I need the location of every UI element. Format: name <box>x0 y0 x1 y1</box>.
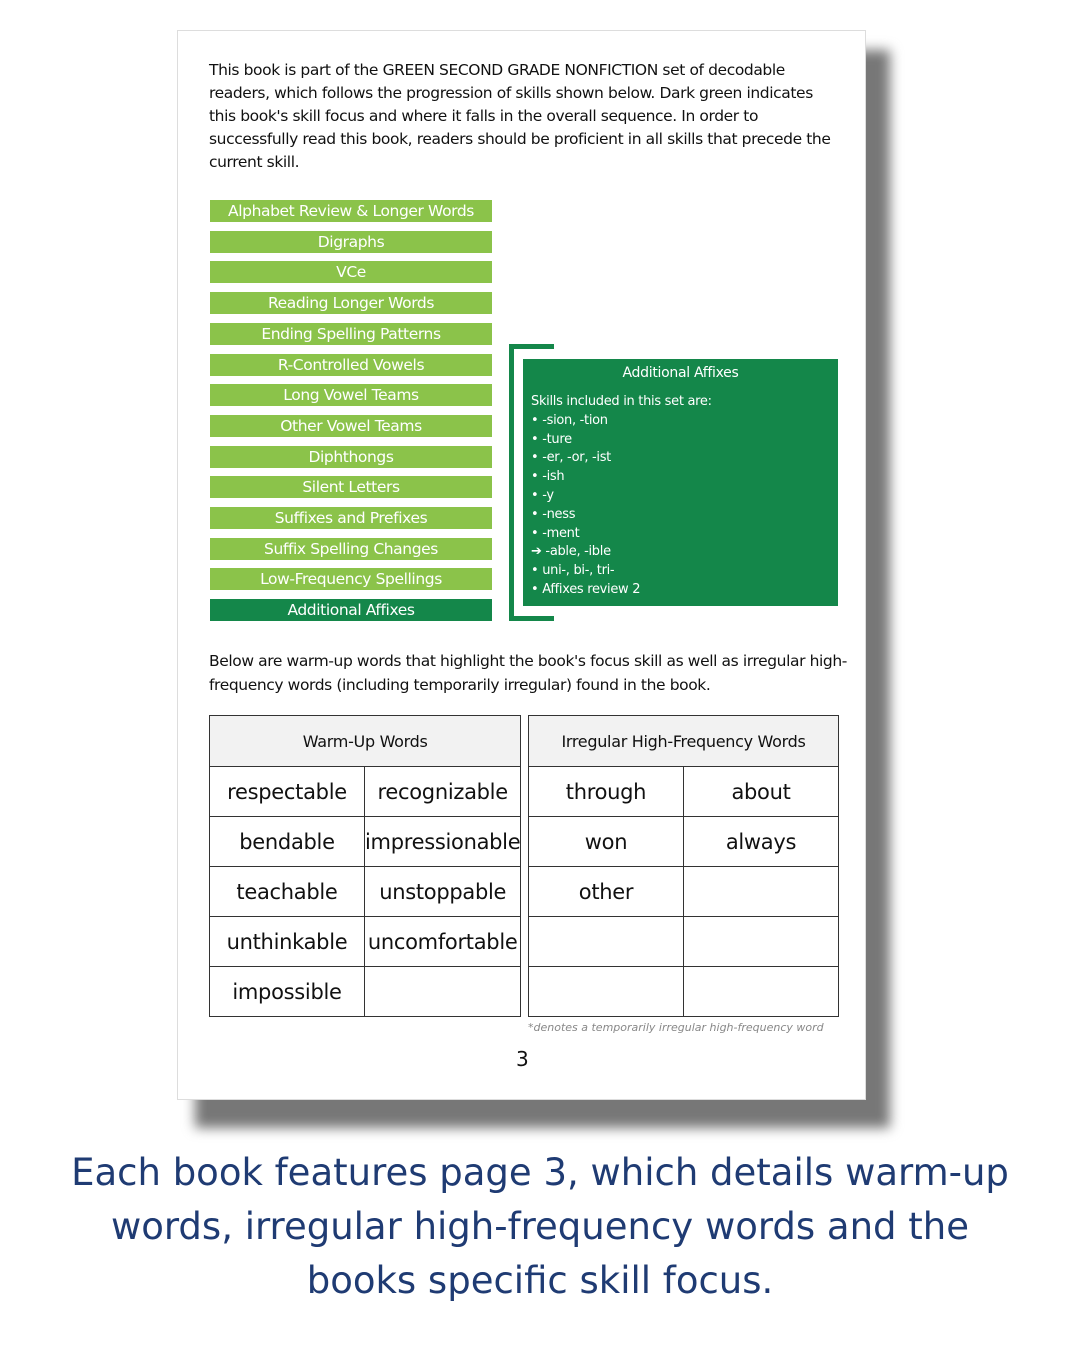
word-cell: through <box>529 767 684 817</box>
table-row <box>529 767 839 817</box>
word-cell <box>684 917 839 967</box>
skill-bar: Suffix Spelling Changes <box>210 538 492 560</box>
skill-bar: Low-Frequency Spellings <box>210 568 492 590</box>
skill-bar: Diphthongs <box>210 446 492 468</box>
focus-skill-item: • -y <box>531 487 554 503</box>
irregular-table <box>528 715 839 1017</box>
caption-line: books specific skill focus. <box>306 1259 774 1302</box>
warmup-intro: Below are warm-up words that highlight the book's focus skill as well as irregular high-frequency words (including temporarily irregular) found in the book. <box>209 652 847 694</box>
word-cell: unthinkable <box>210 917 365 967</box>
word-cell: unstoppable <box>365 867 521 917</box>
word-cell <box>365 967 521 1017</box>
word-cell: recognizable <box>365 767 521 817</box>
intro-text: This book is part of the GREEN SECOND GRADE NONFICTION set of decodable readers, which follows the progression of skills shown below. Dark green indicates this book's skill focus and where it falls in the overall sequence. In order to successfully read this book, readers should be proficient in all skills that precede the current skill. <box>209 61 831 171</box>
skill-bar: Digraphs <box>210 231 492 253</box>
word-cell <box>684 867 839 917</box>
focus-skill-item: ➔ -able, -ible <box>531 544 611 560</box>
word-cell: about <box>684 767 839 817</box>
focus-title: Additional Affixes <box>622 365 739 381</box>
word-cell: respectable <box>210 767 365 817</box>
table-row <box>529 917 839 967</box>
caption-line: words, irregular high-frequency words and the <box>110 1205 970 1248</box>
word-cell: teachable <box>210 867 365 917</box>
table-row <box>210 867 521 917</box>
skill-bar: Suffixes and Prefixes <box>210 507 492 529</box>
focus-skill-item: • Affixes review 2 <box>531 581 641 597</box>
skill-bar: VCe <box>210 261 492 283</box>
word-cell: impossible <box>210 967 365 1017</box>
focus-subtitle: Skills included in this set are: <box>531 394 712 409</box>
word-cell: uncomfortable <box>365 917 521 967</box>
focus-skill-item: • uni-, bi-, tri- <box>531 563 615 579</box>
skill-bar: Silent Letters <box>210 476 492 498</box>
skill-bar: Other Vowel Teams <box>210 415 492 437</box>
focus-skill-item: • -ment <box>531 525 580 541</box>
warmup-table <box>209 715 521 1017</box>
table-row <box>210 967 521 1017</box>
word-cell <box>684 967 839 1017</box>
skill-bar: Reading Longer Words <box>210 292 492 314</box>
caption-line: Each book features page 3, which details warm-up <box>71 1151 1009 1194</box>
table-row <box>529 967 839 1017</box>
word-cell: impressionable <box>365 817 521 867</box>
focus-skill-item: • -er, -or, -ist <box>531 450 611 466</box>
table-row <box>210 767 521 817</box>
word-cell <box>529 917 684 967</box>
word-cell: bendable <box>210 817 365 867</box>
word-cell <box>529 967 684 1017</box>
table-row <box>210 917 521 967</box>
focus-skill-item: • -ness <box>531 506 576 522</box>
word-cell: won <box>529 817 684 867</box>
skill-bar: R-Controlled Vowels <box>210 354 492 376</box>
focus-skill-box <box>523 359 838 606</box>
caption <box>0 1146 1080 1308</box>
warmup-header: Warm-Up Words <box>210 716 521 767</box>
skill-bar: Long Vowel Teams <box>210 384 492 406</box>
word-cell: other <box>529 867 684 917</box>
table-row <box>210 817 521 867</box>
skill-bar: Ending Spelling Patterns <box>210 323 492 345</box>
skill-bar: Additional Affixes <box>210 599 492 621</box>
book-page <box>177 30 866 1100</box>
focus-skill-item: • -sion, -tion <box>531 412 608 428</box>
page-number: 3 <box>516 1047 529 1071</box>
focus-skill-item: • -ture <box>531 431 572 447</box>
table-row <box>529 867 839 917</box>
irregular-header: Irregular High-Frequency Words <box>529 716 839 767</box>
skill-bar: Alphabet Review & Longer Words <box>210 200 492 222</box>
word-cell: always <box>684 817 839 867</box>
footnote: *denotes a temporarily irregular high-frequency word <box>528 1021 824 1034</box>
table-row <box>529 817 839 867</box>
focus-skill-item: • -ish <box>531 469 565 485</box>
